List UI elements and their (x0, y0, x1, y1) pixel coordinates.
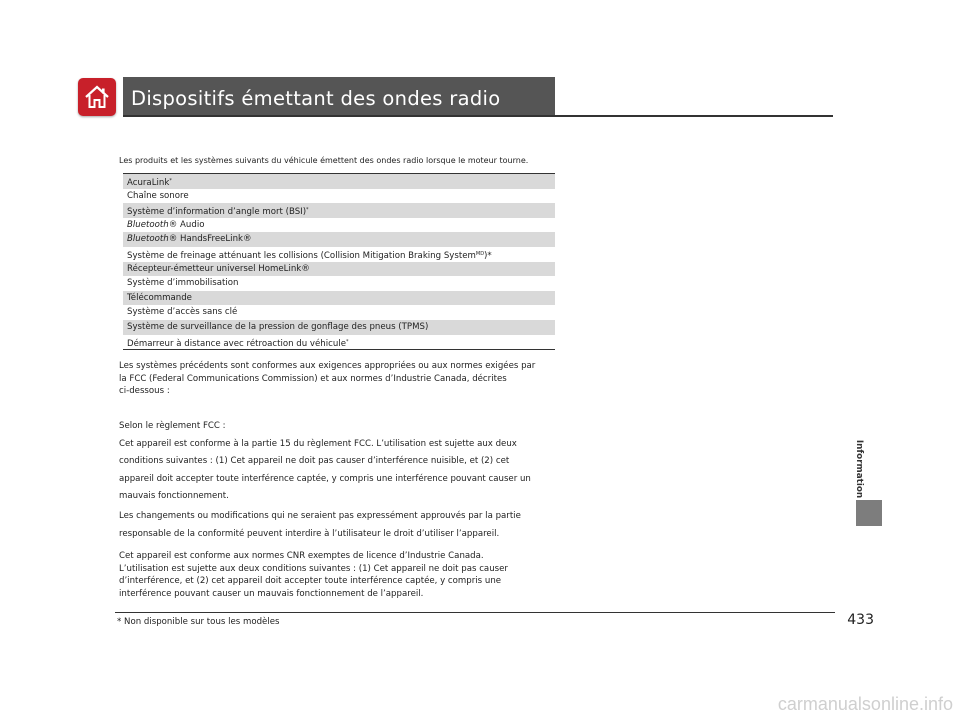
section-side-label (849, 440, 869, 498)
system-name: ® HandsFreeLink® (168, 234, 252, 245)
footnote-marker: * (306, 207, 309, 214)
page-number: 433 (847, 612, 874, 628)
page-title: Dispositifs émettant des ondes radio (131, 87, 501, 110)
system-name: Démarreur à distance avec rétroaction du véhicule (127, 338, 346, 349)
system-name: Récepteur-émetteur universel HomeLink® (127, 263, 310, 274)
system-row (123, 276, 555, 291)
system-name: Télécommande (127, 292, 192, 303)
changes-paragraph (119, 508, 559, 543)
text-line: Les systèmes précédents sont conformes aux exigences appropriées ou aux normes exigées par (119, 361, 536, 371)
text-line: ci-dessous : (119, 386, 170, 396)
title-rule (123, 115, 833, 117)
text-line: responsable de la conformité peuvent interdire à l’utilisateur le droit d’utiliser l’appareil. (119, 528, 500, 539)
text-line: Selon le règlement FCC : (119, 421, 226, 431)
system-row (123, 262, 555, 277)
section-tab[interactable] (856, 500, 882, 526)
system-row (123, 189, 555, 204)
text-line: conditions suivantes : (1) Cet appareil ne doit pas causer d’interférence nuisible, et (2) cet (119, 456, 510, 466)
system-row (123, 335, 555, 350)
text-line: la FCC (Federal Communications Commission) et aux normes d’Industrie Canada, décrites (119, 373, 507, 384)
industry-canada-paragraph (119, 550, 559, 600)
system-row (123, 291, 555, 306)
system-name-italic: Bluetooth (127, 234, 169, 245)
home-icon (84, 85, 110, 109)
system-name: Système d’information d’angle mort (BSI) (127, 207, 307, 218)
system-name: Système d’immobilisation (127, 278, 239, 289)
section-label-text: Information (854, 439, 864, 499)
text-line: L’utilisation est sujette aux deux conditions suivantes : (1) Cet appareil ne doit pas causer (119, 563, 508, 574)
home-button[interactable] (78, 78, 116, 116)
system-row (123, 218, 555, 233)
watermark: carmanualsonline.info (777, 694, 953, 714)
text-line: d’interférence, et (2) cet appareil doit accepter toute interférence captée, y compris une (119, 576, 502, 586)
system-row (123, 320, 555, 335)
system-name: ® Audio (168, 219, 205, 230)
footnote-marker: MD (475, 250, 485, 257)
page-title-bar (123, 77, 555, 115)
system-name: Système d’accès sans clé (127, 307, 238, 318)
system-name: Chaîne sonore (127, 190, 189, 201)
system-name: AcuraLink (127, 178, 170, 188)
system-row (123, 305, 555, 320)
text-line: interférence pouvant causer un mauvais fonctionnement de l’appareil. (119, 588, 424, 599)
system-row (123, 247, 555, 262)
text-line: appareil doit accepter toute interférence captée, y compris une interférence pouvant causer un (119, 473, 531, 484)
text-line: mauvais fonctionnement. (119, 491, 229, 501)
system-row (123, 203, 555, 218)
intro-text: Les produits et les systèmes suivants du véhicule émettent des ondes radio lorsque le moteur tourne. (119, 156, 529, 165)
footnote: * Non disponible sur tous les modèles (115, 612, 835, 630)
text-line: Cet appareil est conforme aux normes CNR exemptes de licence d’Industrie Canada. (119, 551, 484, 561)
system-name: Système de freinage atténuant les collisions (Collision Mitigation Braking System (127, 250, 476, 261)
system-name-suffix: )* (484, 250, 492, 261)
system-name: Système de surveillance de la pression de gonflage des pneus (TPMS) (127, 321, 429, 332)
text-line: Les changements ou modifications qui ne seraient pas expressément approuvés par la partie (119, 511, 521, 521)
systems-table (123, 173, 555, 350)
compliance-paragraph (119, 360, 559, 398)
footnote-marker: * (345, 338, 349, 345)
text-line: Cet appareil est conforme à la partie 15 du règlement FCC. L’utilisation est sujette aux deux (119, 438, 517, 449)
system-name-italic: Bluetooth (127, 219, 169, 230)
system-row (123, 232, 555, 247)
fcc-paragraph (119, 418, 559, 506)
system-row (123, 174, 555, 189)
footnote-marker: * (169, 178, 172, 184)
